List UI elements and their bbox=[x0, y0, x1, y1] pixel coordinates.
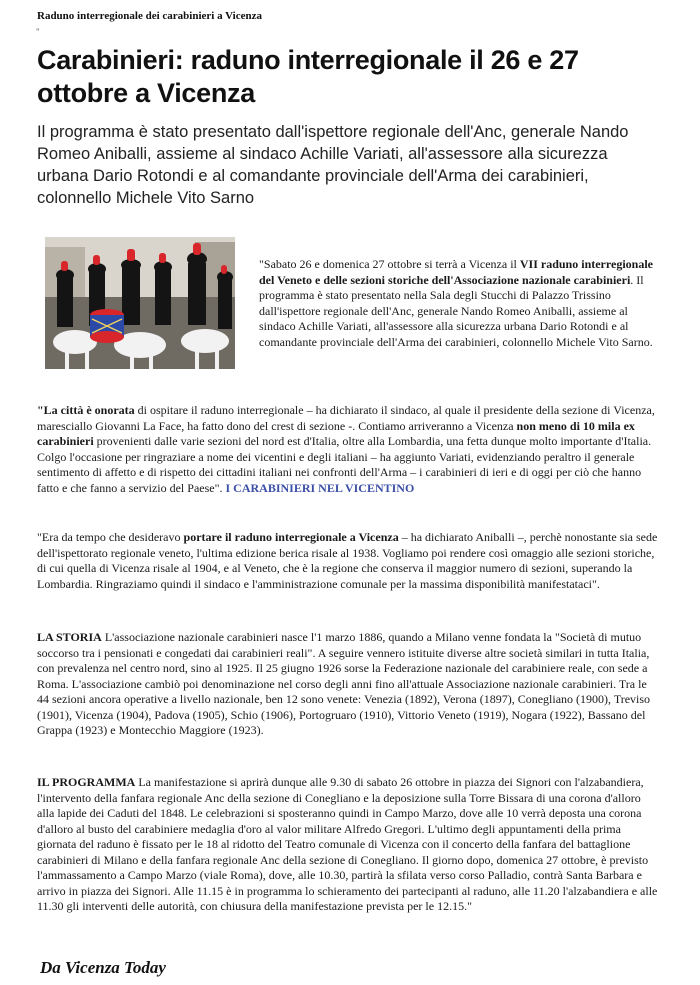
aniballi-quote-paragraph: "Era da tempo che desideravo portare il raduno interregionale a Vicenza – ha dichiarato Aniballi –, perchè nonostante sia sede dell'ispettorato regionale veneto, l'ultima edizione berica risale al 1938. Vogliamo poi rendere così omaggio alle sezioni storiche, di cui quella di Vicenza risale al 1904, e al Veneto, che è la regione che conserva il maggior numero di sezioni, superando la Lombardia. Ringraziamo quindi il sindaco e l'amministrazione comunale per la massima disponibilità manifestataci". bbox=[37, 530, 658, 591]
parade-illustration bbox=[45, 237, 235, 369]
carabinieri-vicentino-link[interactable]: I CARABINIERI NEL VICENTINO bbox=[225, 480, 415, 495]
program-paragraph: IL PROGRAMMA La manifestazione si aprirà dunque alle 9.30 di sabato 26 ottobre in piazza dei Signori con l'alzabandiera, l'intervento della fanfara regionale Anc della sezione di Conegliano e la deposizione sulla Torre Bissara di una corona d'alloro alla lapide dei Caduti del 1848. Le celebrazioni si sposteranno quindi in Campo Marzo, dove alle 10 verrà deposta una corona d'alloro al busto del carabiniere medaglia d'oro al valor militare Alfredo Gregori. L'ultimo degli appuntamenti della prima giornata del raduno è fissato per le 18 al ridotto del Teatro comunale di Vicenza con il concerto della fanfara del battaglione carabinieri di Milano e della fanfara regionale Anc della sezione di Conegliano. Il giorno dopo, domenica 27 ottobre, è previsto l'ammassamento a Campo Marzo (viale Roma), dove, alle 10.30, partirà la sfilata verso corso Palladio, contrà Santa Barbara e arrivo in piazza dei Signori. Alle 11.15 è in programma lo schieramento dei partecipanti al raduno, alle 11.20 l'alzabandiera e alle 11.30 gli interventi delle autorità, con chiusura della manifestazione prevista per le 12.15." bbox=[37, 775, 658, 913]
mayor-quote-paragraph: "La città è onorata di ospitare il raduno interregionale – ha dichiarato il sindaco, al quale il presidente della sezione di Vicenza, maresciallo Giovanni La Face, ha fatto dono del crest di sezione -. Contiamo arriveranno a Vicenza non meno di 10 mila ex carabinieri provenienti dalle varie sezioni del nord est d'Italia, oltre alla Lombardia, una fetta dunque molto importante d'Italia. Colgo l'occasione per ringraziare a nome dei vicentini e degli italiani – ha aggiunto Variati, evidenziando peraltro il generale sentimento di affetto e di rispetto dei cittadini italiani nei confronti dell'Arma – i carabinieri di ieri e di oggi per ciò che hanno fatto e che fanno a servizio del Paese". I CARABINIERI NEL VICENTINO bbox=[37, 403, 655, 495]
carabinieri-parade-photo bbox=[45, 237, 235, 369]
source-credit: Da Vicenza Today bbox=[40, 958, 166, 977]
article-headline: Carabinieri: raduno interregionale il 26 e 27 ottobre a Vicenza bbox=[37, 45, 579, 108]
history-paragraph: LA STORIA L'associazione nazionale carabinieri nasce l'1 marzo 1886, quando a Milano venne fondata la "Società di mutuo soccorso tra i pensionati e congedati dai carabinieri reali". A seguire vennero istituite diverse altre società similari in tutta Italia, con prevalenza nel centro nord, sino al 1925. Il 25 giugno 1926 sorse la Federazione nazionale del carabiniere reale, con sede a Roma. L'associazione cambiò poi denominazione nel corso degli anni fino all'attuale Associazione nazionale carabinieri. Tra le 44 sezioni ancora operative a livello nazionale, ben 12 sono venete: Venezia (1892), Verona (1897), Conegliano (1900), Treviso (1901), Vicenza (1904), Padova (1905), Schio (1906), Portogruaro (1910), Vittorio Veneto (1919), Nogara (1922), Bassano del Grappa (1923) e Montecchio Maggiore (1923). bbox=[37, 630, 651, 737]
intro-paragraph: "Sabato 26 e domenica 27 ottobre si terrà a Vicenza il VII raduno interregionale del Veneto e delle sezioni storiche dell'Associazione nazionale carabinieri. Il programma è stato presentato nella Sala degli Stucchi di Palazzo Trissino dall'ispettore regionale dell'Anc, generale Nando Romeo Aniballi, assieme al sindaco Achille Variati, all'assessore alla sicurezza urbana Dario Rotondi e al comandante provinciale dell'Arma dei carabinieri, colonnello Michele Vito Sarno. bbox=[259, 257, 653, 349]
quote-mark: " bbox=[36, 27, 40, 37]
article-kicker: Raduno interregionale dei carabinieri a Vicenza bbox=[37, 10, 262, 22]
article-lead: Il programma è stato presentato dall'ispettore regionale dell'Anc, generale Nando Romeo Aniballi, assieme al sindaco Achille Variati, all'assessore alla sicurezza urbana Dario Rotondi e al comandante provinciale dell'Arma dei carabinieri, colonnello Michele Vito Sarno bbox=[37, 123, 629, 207]
drum-icon bbox=[90, 309, 124, 343]
